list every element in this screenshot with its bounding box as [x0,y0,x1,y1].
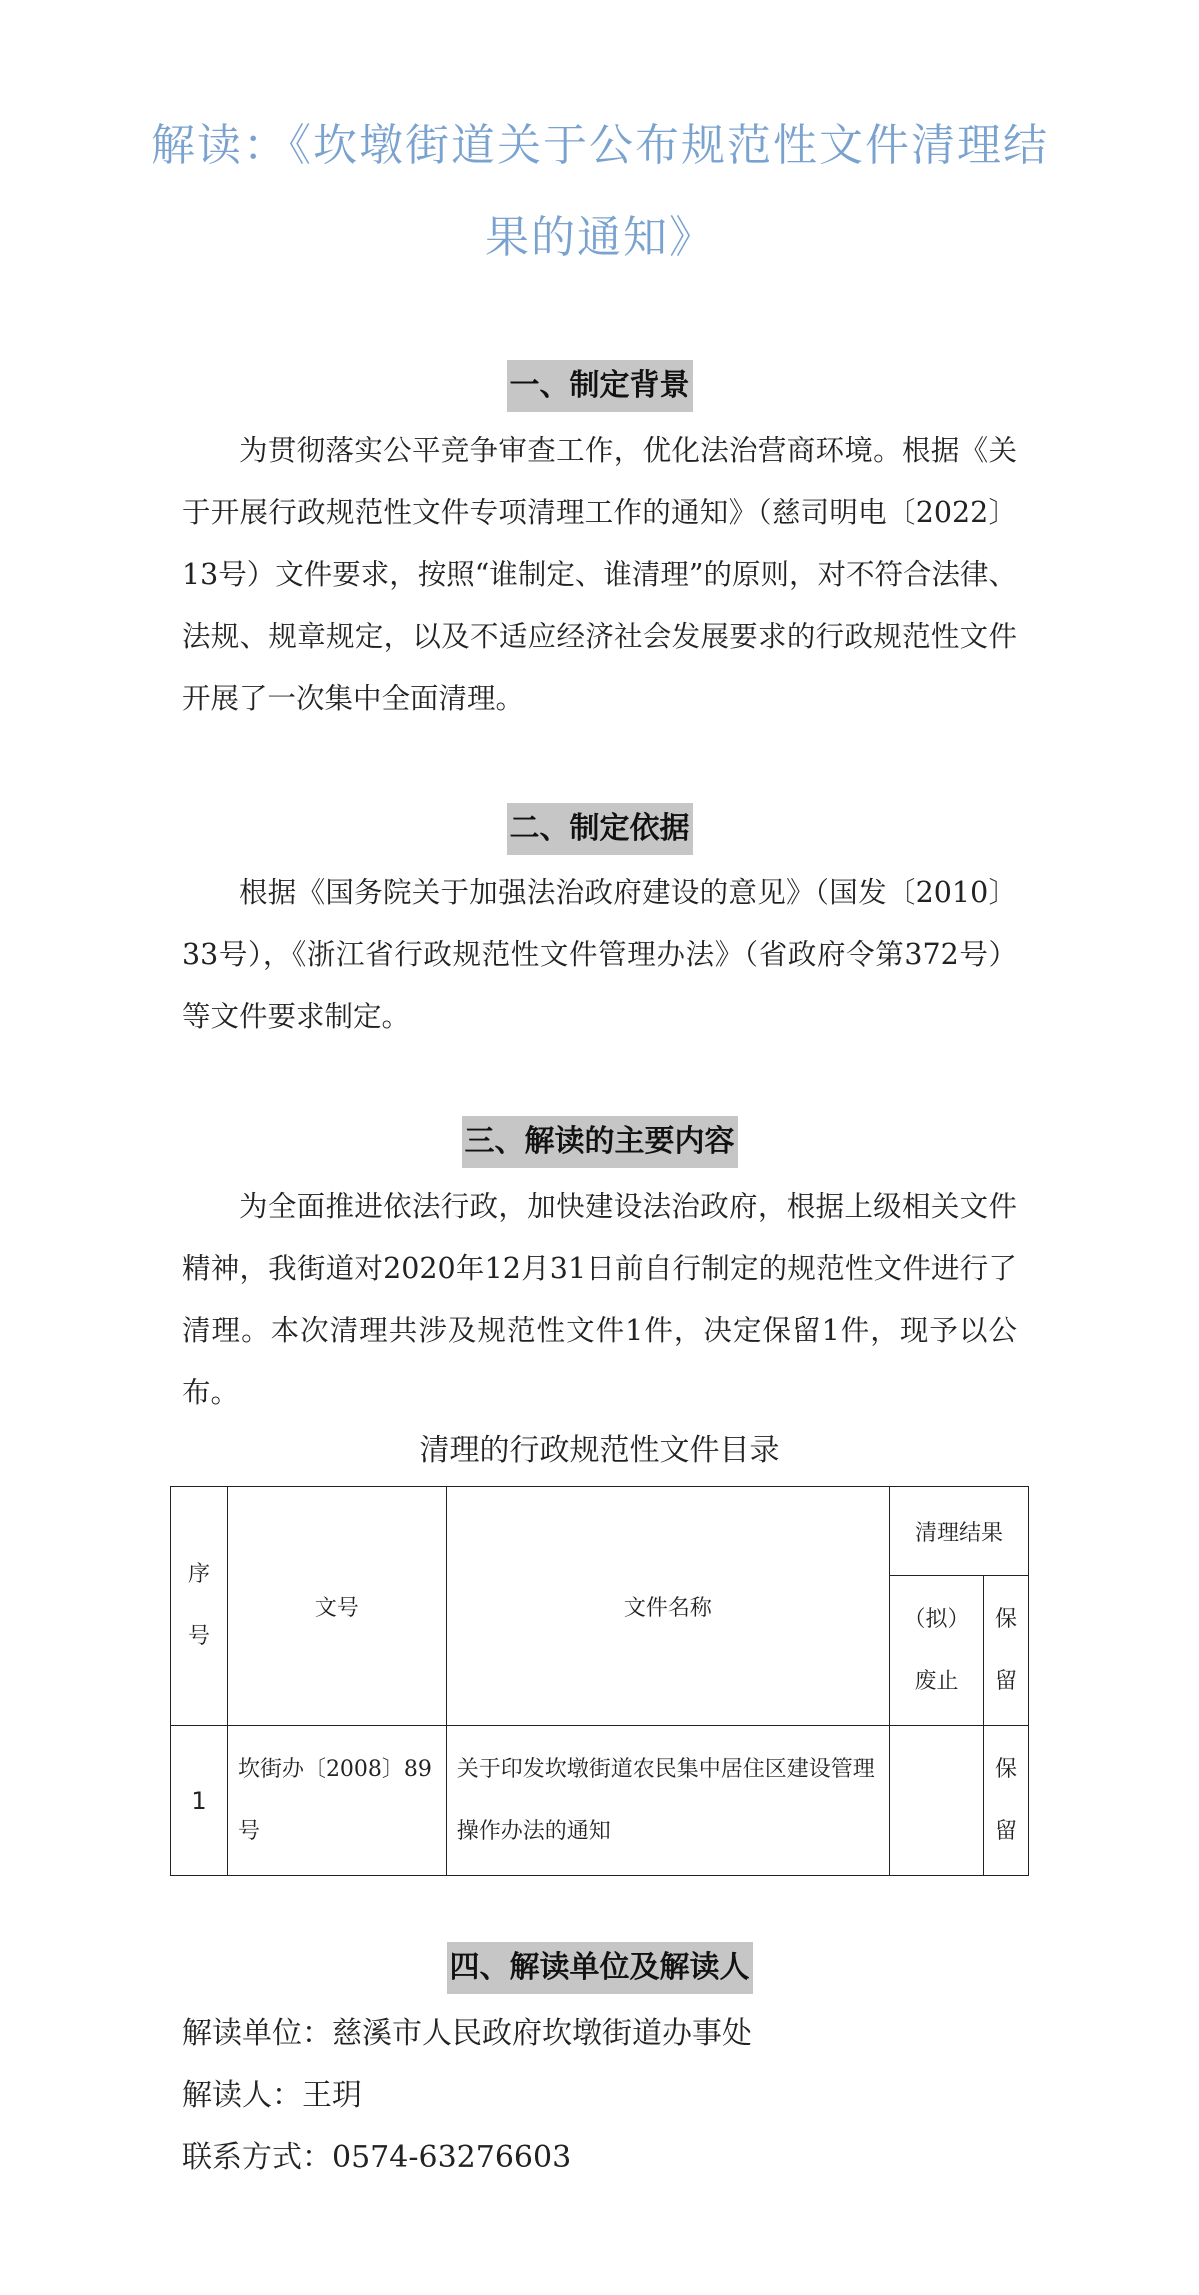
files-table [170,1486,1029,1876]
header-abolish: （拟）废止 [890,1576,984,1726]
contact-unit: 解读单位：慈溪市人民政府坎墩街道办事处 [182,2016,752,2051]
row-doc-name: 关于印发坎墩街道农民集中居住区建设管理操作办法的通知 [446,1726,889,1876]
section-heading-background: 一、制定背景 [0,360,1199,412]
document-title: 解读：《坎墩街道关于公布规范性文件清理结果的通知》 [151,120,1049,263]
header-seq: 序号 [171,1487,228,1726]
table-row [171,1726,1029,1876]
row-abolish [890,1726,984,1876]
header-result: 清理结果 [890,1487,1029,1576]
row-seq: 1 [171,1726,228,1876]
section-background-paragraph: 为贯彻落实公平竞争审查工作，优化法治营商环境。根据《关于开展行政规范性文件专项清理工作的通知》（慈司明电〔2022〕13号）文件要求，按照“谁制定、谁清理”的原则，对不符合法律、法规、规章规定，以及不适应经济社会发展要求的行政规范性文件开展了一次集中全面清理。 [182,434,1017,715]
row-retain: 保留 [984,1726,1029,1876]
table-header-row [171,1487,1029,1576]
row-doc-no: 坎街办〔2008〕89号 [227,1726,446,1876]
section-main-content-paragraph: 为全面推进依法行政，加快建设法治政府，根据上级相关文件精神，我街道对2020年12月31日前自行制定的规范性文件进行了清理。本次清理共涉及规范性文件1件，决定保留1件，现予以公布。 [182,1190,1017,1409]
section-heading-basis: 二、制定依据 [0,803,1199,855]
section-basis-paragraph: 根据《国务院关于加强法治政府建设的意见》（国发〔2010〕33号），《浙江省行政规范性文件管理办法》（省政府令第372号）等文件要求制定。 [182,876,1017,1033]
header-doc-no: 文号 [227,1487,446,1726]
section-heading-interpreter: 四、解读单位及解读人 [0,1942,1199,1994]
header-doc-name: 文件名称 [446,1487,889,1726]
section-heading-main-content: 三、解读的主要内容 [0,1116,1199,1168]
contact-person: 解读人：王玥 [182,2078,362,2113]
table-caption: 清理的行政规范性文件目录 [419,1433,780,1468]
header-retain: 保留 [984,1576,1029,1726]
contact-phone: 联系方式：0574-63276603 [182,2140,572,2175]
